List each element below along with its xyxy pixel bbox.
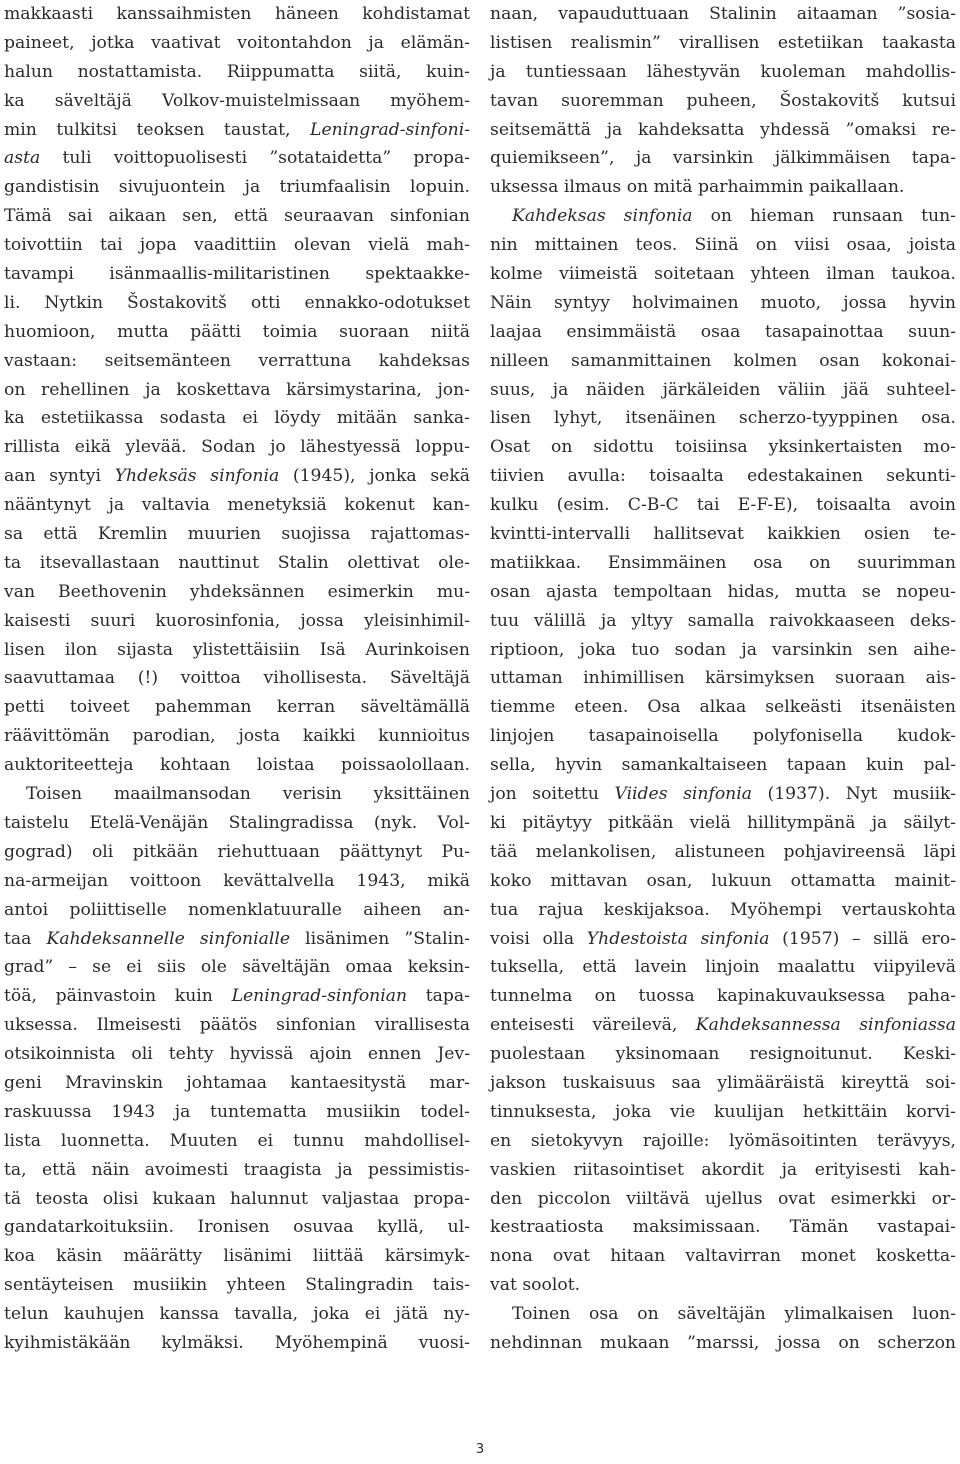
text-line (4, 462, 470, 491)
text-line (490, 231, 956, 260)
text-segment: Osat on sidottu toisiinsa yksinkertaisten mo- (490, 437, 956, 458)
text-segment: Toisen maailmansodan verisin yksittäinen (26, 784, 470, 805)
text-line (490, 722, 956, 751)
text-line (490, 549, 956, 578)
text-line (4, 867, 470, 896)
text-line (490, 578, 956, 607)
text-line (4, 376, 470, 405)
text-line (4, 520, 470, 549)
text-segment: ka estetiikassa sodasta ei löydy mitään sanka- (4, 408, 470, 429)
text-segment: seitsemättä ja kahdeksatta yhdessä ”omaksi re- (490, 119, 956, 140)
text-line (4, 578, 470, 607)
text-segment: tiivien avulla: toisaalta edestakainen sekunti- (490, 466, 956, 487)
text-segment: ka säveltäjä Volkov-muistelmissaan myöhem- (4, 90, 470, 111)
text-line (4, 318, 470, 347)
italic-title-text: Kahdeksannessa sinfoniassa (695, 1015, 956, 1036)
text-line (4, 1271, 470, 1300)
text-segment: raskuussa 1943 ja tuntematta musiikin todel- (4, 1101, 470, 1122)
text-segment: vastaan: seitsemänteen verrattuna kahdeksas (4, 350, 470, 371)
text-line (4, 58, 470, 87)
text-segment: kolme viimeistä soitetaan yhteen ilman taukoa. (490, 264, 956, 285)
text-segment: li. Nytkin Šostakovitš otti ennakko-odotukset (4, 292, 470, 313)
text-segment: en sietokyvyn rajoille: lyömäsoitinten terävyys, (490, 1130, 956, 1151)
right-text-column (490, 0, 956, 1358)
text-line (4, 751, 470, 780)
text-line (4, 953, 470, 982)
text-segment: ta, että näin avoimesti traagista ja pessimistis- (4, 1159, 470, 1180)
text-line (490, 1069, 956, 1098)
text-line (490, 1271, 956, 1300)
text-segment: suus, ja näiden järkäleiden väliin jää suhteel- (490, 379, 956, 400)
text-segment: on rehellinen ja koskettava kärsimystarina, jon- (4, 379, 470, 400)
text-line (4, 0, 470, 29)
text-line (490, 1011, 956, 1040)
text-segment: gandatarkoituksiin. Ironisen osuvaa kyllä, ul- (4, 1217, 470, 1238)
text-line (490, 0, 956, 29)
text-segment: jakson tuskaisuus saa ylimääräistä kireyttä soi- (490, 1072, 956, 1093)
text-segment: (1945), jonka sekä (279, 466, 470, 487)
text-line (490, 953, 956, 982)
text-line (4, 636, 470, 665)
text-line (4, 838, 470, 867)
text-line (4, 1300, 470, 1329)
text-segment: paineet, jotka vaativat voitontahdon ja elämän- (4, 32, 470, 53)
text-line (4, 202, 470, 231)
text-segment: nehdinnan mukaan ”marssi, jossa on scherzon (490, 1332, 956, 1353)
text-segment: nääntynyt ja valtavia menetyksiä kokenut kan- (4, 495, 470, 516)
text-line (4, 144, 470, 173)
text-segment: taa (4, 928, 47, 949)
text-line (490, 607, 956, 636)
text-line (4, 896, 470, 925)
text-line (490, 693, 956, 722)
text-line (490, 173, 956, 202)
text-line (4, 1185, 470, 1214)
text-line (490, 404, 956, 433)
text-segment: geni Mravinskin johtamaa kantaesitystä mar- (4, 1072, 470, 1093)
text-segment: osan ajasta tempoltaan hidas, mutta se nopeu- (490, 581, 956, 602)
text-segment: min tulkitsi teoksen taustat, (4, 119, 311, 140)
text-segment: riptioon, joka tuo sodan ja varsinkin sen aihe- (490, 639, 956, 660)
text-segment: otsikoinnista oli tehty hyvissä ajoin ennen Jev- (4, 1044, 470, 1065)
text-segment: tinnuksesta, joka vie kuulijan hetkittäin korvi- (490, 1101, 956, 1122)
italic-title-text: asta (4, 148, 41, 169)
text-line (4, 1011, 470, 1040)
text-line (490, 347, 956, 376)
italic-title-text: Leningrad-sinfoni- (310, 119, 470, 140)
text-segment: rillista eikä ylevää. Sodan jo lähestyessä loppu- (4, 437, 470, 458)
text-line (490, 982, 956, 1011)
text-segment: toivottiin tai jopa vaadittiin olevan vielä mah- (4, 235, 470, 256)
left-text-column (4, 0, 470, 1358)
text-line (490, 260, 956, 289)
text-segment: Näin syntyy holvimainen muoto, jossa hyvin (490, 292, 956, 313)
text-segment: tää melankolisen, alistuneen pohjavireensä läpi (490, 841, 956, 862)
text-line (490, 116, 956, 145)
text-segment: koko mittavan osan, lukuun ottamatta mainit- (490, 870, 956, 891)
text-segment: vat soolot. (490, 1275, 581, 1296)
text-segment: puolestaan yksinomaan resignoitunut. Keski- (490, 1044, 956, 1065)
text-segment: tä teosta olisi kukaan halunnut valjastaa propa- (4, 1188, 470, 1209)
text-line (4, 491, 470, 520)
text-segment: vaskien riitasointiset akordit ja erityisesti kah- (490, 1159, 956, 1180)
text-line (4, 809, 470, 838)
text-line (490, 896, 956, 925)
text-segment: ta itsevallastaan nauttinut Stalin olettivat ole- (4, 552, 470, 573)
text-line (490, 491, 956, 520)
text-line (4, 433, 470, 462)
text-segment: petti toiveet pahemman kerran säveltämällä (4, 697, 470, 718)
text-segment: ki pitäytyy pitkään vielä hillitympänä ja säilyt- (490, 812, 956, 833)
text-line (4, 925, 470, 954)
text-line (490, 925, 956, 954)
text-segment: tunnelma on tuossa kapinakuvauksessa paha- (490, 986, 956, 1007)
text-segment: aan syntyi (4, 466, 115, 487)
italic-title-text: Kahdeksas sinfonia (512, 206, 693, 227)
text-segment: telun kauhujen kanssa tavalla, joka ei jätä ny- (4, 1304, 470, 1325)
text-line (490, 809, 956, 838)
text-segment: (1937). Nyt musiik- (752, 784, 956, 805)
text-line (490, 636, 956, 665)
text-line (4, 982, 470, 1011)
text-segment: räävittömän parodian, josta kaikki kunnioitus (4, 726, 470, 747)
text-line (490, 780, 956, 809)
text-segment: den piccolon viiltävä ujellus ovat esimerkki or- (490, 1188, 956, 1209)
text-segment: uksessa. Ilmeisesti päätös sinfonian virallisesta (4, 1015, 470, 1036)
text-segment: (1957) – sillä ero- (769, 928, 957, 949)
text-line (490, 87, 956, 116)
text-line (4, 173, 470, 202)
text-segment: tuksella, että lavein linjoin maalattu viipyilevä (490, 957, 956, 978)
text-segment: koa käsin määrätty lisänimi liittää kärsimyk- (4, 1246, 470, 1267)
text-line (490, 433, 956, 462)
text-segment: tavampi isänmaallis-militaristinen spektaakke- (4, 264, 470, 285)
text-line (4, 1242, 470, 1271)
text-segment: uttaman inhimillisen kärsimyksen suoraan ais- (490, 668, 956, 689)
text-segment: laajaa ensimmäistä osaa tasapainottaa suun- (490, 321, 956, 342)
text-line (490, 1098, 956, 1127)
text-line (490, 1127, 956, 1156)
text-line (490, 1242, 956, 1271)
text-segment: lisen ilon sijasta ylistettäisiin Isä Aurinkoisen (4, 639, 470, 660)
text-segment: nilleen samanmittainen kolmen osan kokonai- (490, 350, 956, 371)
text-segment: kvintti-intervalli hallitsevat kaikkien osien te- (490, 524, 956, 545)
text-segment: saavuttamaa (!) voittoa vihollisesta. Säveltäjä (4, 668, 470, 689)
text-segment: tuu välillä ja yltyy samalla raivokkaaseen deks- (490, 610, 956, 631)
text-line (490, 202, 956, 231)
text-segment: tiemme eteen. Osa alkaa selkeästi itsenäisten (490, 697, 956, 718)
text-line (4, 1098, 470, 1127)
text-line (490, 867, 956, 896)
italic-title-text: Yhdestoista sinfonia (586, 928, 770, 949)
italic-title-text: Kahdeksannelle sinfonialle (46, 928, 291, 949)
text-line (490, 376, 956, 405)
text-line (4, 289, 470, 318)
text-line (4, 116, 470, 145)
text-segment: gograd) oli pitkään riehuttuaan päättynyt Pu- (4, 841, 470, 862)
text-line (4, 1156, 470, 1185)
text-segment: on hieman runsaan tun- (692, 206, 956, 227)
italic-title-text: Leningrad-sinfonian (231, 986, 408, 1007)
text-segment: sa että Kremlin muurien suojissa rajattomas- (4, 524, 470, 545)
text-segment: sella, hyvin samankaltaiseen tapaan kuin pal- (490, 755, 956, 776)
text-line (4, 722, 470, 751)
text-segment: kestraatiosta maksimissaan. Tämän vastapai- (490, 1217, 956, 1238)
text-line (490, 58, 956, 87)
text-segment: tapa- (407, 986, 470, 1007)
text-line (490, 1040, 956, 1069)
text-segment: tua rajua keskijaksoa. Myöhempi vertauskohta (490, 899, 956, 920)
text-line (4, 260, 470, 289)
text-line (4, 664, 470, 693)
text-segment: na-armeijan voittoon kevättalvella 1943, mikä (4, 870, 470, 891)
text-segment: kulku (esim. C-B-C tai E-F-E), toisaalta avoin (490, 495, 956, 516)
text-segment: lisen lyhyt, itsenäinen scherzo-tyyppinen osa. (490, 408, 956, 429)
text-segment: enteisesti väreilevä, (490, 1015, 696, 1036)
text-line (490, 144, 956, 173)
text-segment: nona ovat hitaan valtavirran monet kosketta- (490, 1246, 956, 1267)
italic-title-text: Viides sinfonia (614, 784, 752, 805)
text-line (4, 1127, 470, 1156)
text-segment: ja tuntiessaan lähestyvän kuoleman mahdollis- (490, 61, 956, 82)
text-line (490, 1213, 956, 1242)
page-number: 3 (475, 1442, 485, 1457)
text-segment: listisen realismin” virallisen estetiikan taakasta (490, 32, 956, 53)
text-segment: Tämä sai aikaan sen, että seuraavan sinfonian (4, 206, 470, 227)
text-segment: töä, päinvastoin kuin (4, 986, 232, 1007)
text-segment: nin mittainen teos. Siinä on viisi osaa, joista (490, 235, 956, 256)
text-segment: kaisesti suuri kuorosinfonia, jossa yleisinhimil- (4, 610, 470, 631)
text-segment: lisänimen ”Stalin- (290, 928, 470, 949)
text-line (490, 520, 956, 549)
text-line (490, 289, 956, 318)
text-line (4, 549, 470, 578)
text-line (4, 607, 470, 636)
text-line (490, 1300, 956, 1329)
text-line (4, 404, 470, 433)
text-segment: taistelu Etelä-Venäjän Stalingradissa (nyk. Vol- (4, 812, 470, 833)
text-line (490, 462, 956, 491)
text-line (4, 1329, 470, 1358)
text-line (490, 838, 956, 867)
text-segment: tavan suoremman puheen, Šostakovitš kutsui (490, 90, 956, 111)
text-segment: antoi poliittiselle nomenklatuuralle aiheen an- (4, 899, 470, 920)
text-line (490, 1156, 956, 1185)
text-line (490, 1185, 956, 1214)
text-line (4, 347, 470, 376)
text-segment: quiemikseen”, ja varsinkin jälkimmäisen tapa- (490, 148, 956, 169)
text-segment: halun nostattamista. Riippumatta siitä, kuin- (4, 61, 470, 82)
text-segment: lista luonnetta. Muuten ei tunnu mahdollisel- (4, 1130, 470, 1151)
text-segment: voisi olla (490, 928, 587, 949)
text-segment: uksessa ilmaus on mitä parhaimmin paikallaan. (490, 177, 905, 198)
text-line (4, 1040, 470, 1069)
text-line (490, 318, 956, 347)
text-segment: sentäyteisen musiikin yhteen Stalingradin tais- (4, 1275, 470, 1296)
text-line (4, 29, 470, 58)
text-segment: tuli voittopuolisesti ”sotataidetta” propa- (40, 148, 470, 169)
text-line (4, 1213, 470, 1242)
italic-title-text: Yhdeksäs sinfonia (114, 466, 280, 487)
text-line (490, 751, 956, 780)
text-segment: kyihmistäkään kylmäksi. Myöhempinä vuosi- (4, 1332, 470, 1353)
text-line (4, 1069, 470, 1098)
text-segment: matiikkaa. Ensimmäinen osa on suurimman (490, 552, 956, 573)
text-line (490, 29, 956, 58)
text-line (4, 231, 470, 260)
text-segment: makkaasti kanssaihmisten häneen kohdistamat (4, 4, 470, 24)
text-segment: auktoriteetteja kohtaan loistaa poissaolollaan. (4, 755, 470, 776)
text-segment: naan, vapauduttuaan Stalinin aitaaman ”sosia- (490, 4, 956, 24)
text-segment: van Beethovenin yhdeksännen esimerkin mu- (4, 581, 470, 602)
text-segment: grad” – se ei siis ole säveltäjän omaa keksin- (4, 957, 470, 978)
text-line (4, 87, 470, 116)
text-line (490, 1329, 956, 1358)
text-line (4, 780, 470, 809)
text-segment: gandistisin sivujuontein ja triumfaalisin lopuin. (4, 177, 470, 198)
text-segment: huomioon, mutta päätti toimia suoraan niitä (4, 321, 470, 342)
text-segment: linjojen tasapainoisella polyfonisella kudok- (490, 726, 956, 747)
text-segment: Toinen osa on säveltäjän ylimalkaisen luon- (512, 1304, 956, 1325)
text-line (4, 693, 470, 722)
text-segment: jon soitettu (490, 784, 615, 805)
text-line (490, 664, 956, 693)
